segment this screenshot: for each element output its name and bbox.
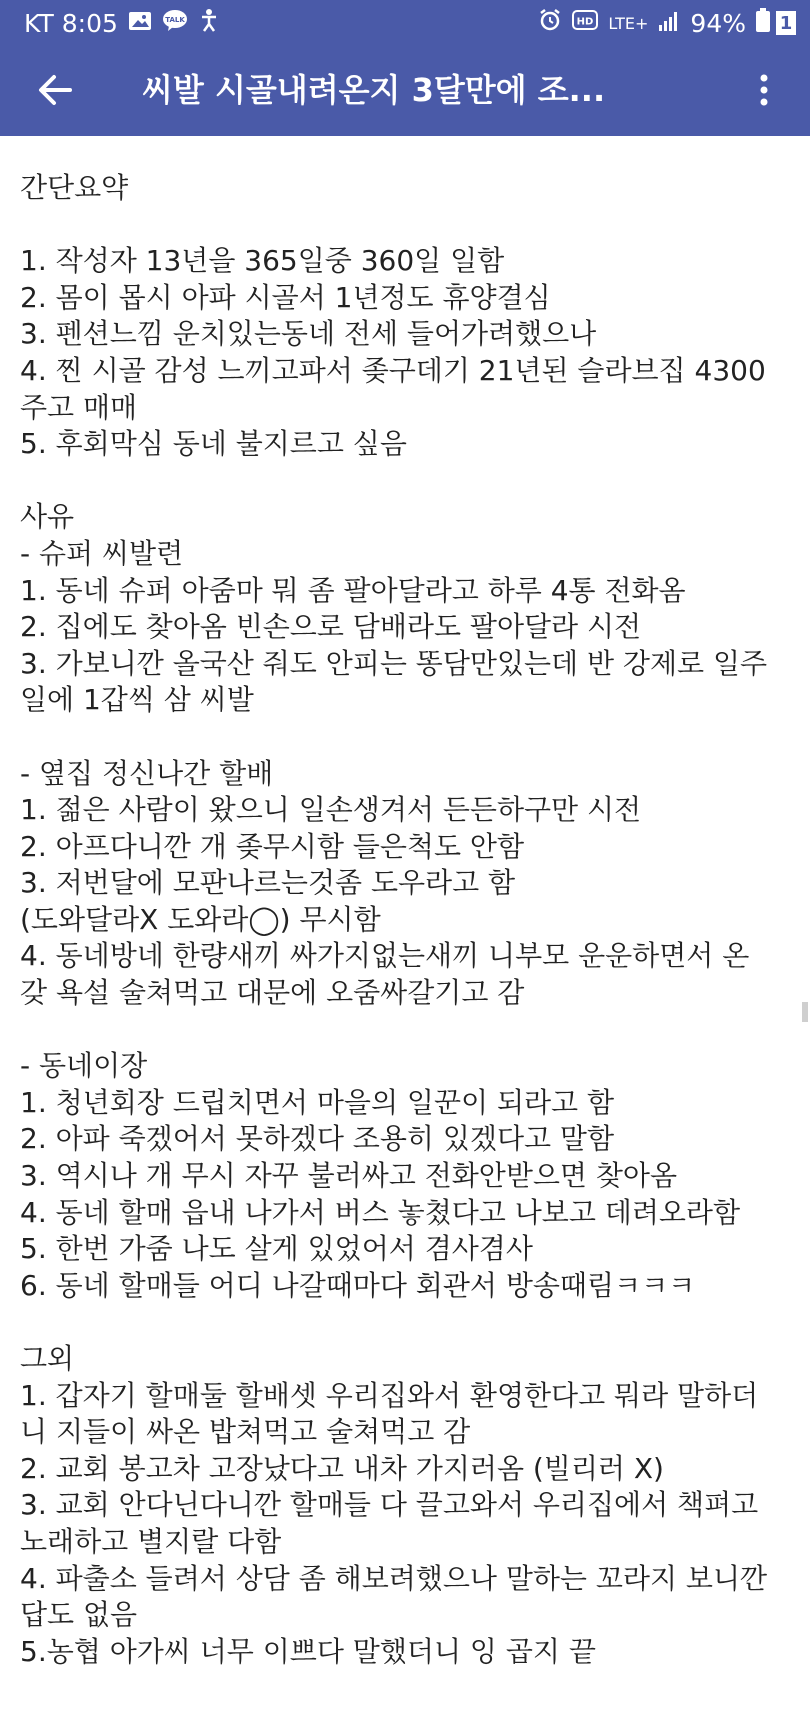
accessibility-icon: [198, 8, 220, 38]
post-line: 답도 없음: [20, 1598, 138, 1632]
svg-text:HD: HD: [577, 16, 594, 28]
post-line: 4. 동네 할매 읍내 나가서 버스 놓쳤다고 나보고 데려오라함: [20, 1195, 741, 1229]
post-line: 그외: [20, 1342, 75, 1375]
sim-badge-label: 1: [779, 12, 793, 34]
network-label: LTE+: [608, 13, 649, 33]
post-line: 3. 교회 안다닌다니깐 할매들 다 끌고와서 우리집에서 책펴고: [20, 1488, 759, 1522]
back-arrow-icon[interactable]: [34, 68, 78, 112]
post-line: 4. 동네방네 한량새끼 싸가지없는새끼 니부모 운운하면서 온: [20, 939, 750, 973]
status-left: [24, 8, 220, 38]
post-line: 3. 역시나 개 무시 자꾸 불러싸고 전화안받으면 찾아옴: [20, 1159, 678, 1193]
clock: 8:05: [61, 8, 118, 38]
post-line: 갖 욕설 술쳐먹고 대문에 오줌싸갈기고 감: [20, 976, 525, 1010]
page-title: 씨발 시골내려온지 3달만에 조...: [142, 71, 606, 109]
post-line: 일에 1갑씩 삼 씨발: [20, 683, 254, 717]
post-line: 2. 아파 죽겠어서 못하겠다 조용히 있겠다고 말함: [20, 1122, 615, 1156]
app-bar: [0, 46, 810, 136]
post-line: 5. 후회막심 동네 불지르고 싶음: [20, 427, 407, 461]
more-vertical-icon[interactable]: [758, 68, 770, 112]
status-bar: [0, 0, 810, 46]
post-line: [20, 463, 790, 500]
post-line: 2. 집에도 찾아옴 빈손으로 담배라도 팔아달라 시전: [20, 610, 642, 644]
status-right: [528, 8, 796, 38]
svg-text:TALK: TALK: [165, 16, 185, 24]
alarm-icon: [538, 8, 562, 38]
post-line: 1. 동네 슈퍼 아줌마 뭐 좀 팔아달라고 하루 4통 전화옴: [20, 573, 686, 607]
post-line: 1. 갑자기 할매둘 할배셋 우리집와서 환영한다고 뭐라 말하더: [20, 1378, 759, 1412]
signal-icon: [658, 9, 680, 38]
sim-badge: [776, 11, 796, 35]
post-line: 6. 동네 할매들 어디 나갈때마다 회관서 방송때림ㅋㅋㅋ: [20, 1268, 696, 1302]
battery-icon: [756, 8, 770, 38]
battery-percent: 94%: [690, 8, 746, 38]
post-line: 노래하고 별지랄 다함: [20, 1524, 282, 1558]
post-line: 간단요약: [20, 171, 129, 204]
kakaotalk-icon: [162, 8, 188, 38]
post-line: 2. 교회 봉고차 고장났다고 내차 가지러옴 (빌리러 X): [20, 1451, 664, 1485]
post-line: 1. 작성자 13년을 365일중 360일 일함: [20, 244, 505, 278]
post-line: 3. 펜션느낌 운치있는동네 전세 들어가려했으나: [20, 317, 597, 351]
post-line: [20, 207, 790, 244]
post-line: 2. 몸이 몹시 아파 시골서 1년정도 휴양결심: [20, 280, 551, 314]
gallery-icon: [128, 9, 152, 38]
hd-icon: [572, 8, 598, 38]
post-line: (도와달라X 도와라◯) 무시함: [20, 902, 381, 936]
post-line: 5. 한번 가줌 나도 살게 있었어서 겸사겸사: [20, 1232, 533, 1266]
post-line: 사유: [20, 500, 75, 534]
post-line: - 동네이장: [20, 1049, 148, 1083]
carrier-label: KT: [24, 8, 54, 38]
scrollbar-thumb[interactable]: [802, 1002, 808, 1022]
post-body: [20, 170, 790, 1670]
post-line: [20, 1304, 790, 1341]
post-line: 3. 저번달에 모판나르는것좀 도우라고 함: [20, 866, 516, 900]
post-line: 3. 가보니깐 올국산 줘도 안피는 똥담만있는데 반 강제로 일주: [20, 646, 768, 680]
post-line: 5.농협 아가씨 너무 이쁘다 말했더니 잉 곱지 끝: [20, 1634, 596, 1668]
post-line: 4. 찐 시골 감성 느끼고파서 좆구데기 21년된 슬라브집 4300: [20, 353, 766, 387]
post-line: [20, 719, 790, 756]
post-line: [20, 1012, 790, 1049]
post-line: 니 지들이 싸온 밥쳐먹고 술쳐먹고 감: [20, 1415, 471, 1449]
post-line: 2. 아프다니깐 개 좆무시함 들은척도 안함: [20, 829, 524, 863]
post-line: 1. 청년회장 드립치면서 마을의 일꾼이 되라고 함: [20, 1085, 615, 1119]
post-line: - 슈퍼 씨발련: [20, 536, 184, 570]
post-line: - 옆집 정신나간 할배: [20, 756, 274, 790]
post-line: 주고 매매: [20, 390, 138, 424]
post-line: 1. 젊은 사람이 왔으니 일손생겨서 든든하구만 시전: [20, 793, 642, 827]
post-line: 4. 파출소 들려서 상담 좀 해보려했으나 말하는 꼬라지 보니깐: [20, 1561, 768, 1595]
